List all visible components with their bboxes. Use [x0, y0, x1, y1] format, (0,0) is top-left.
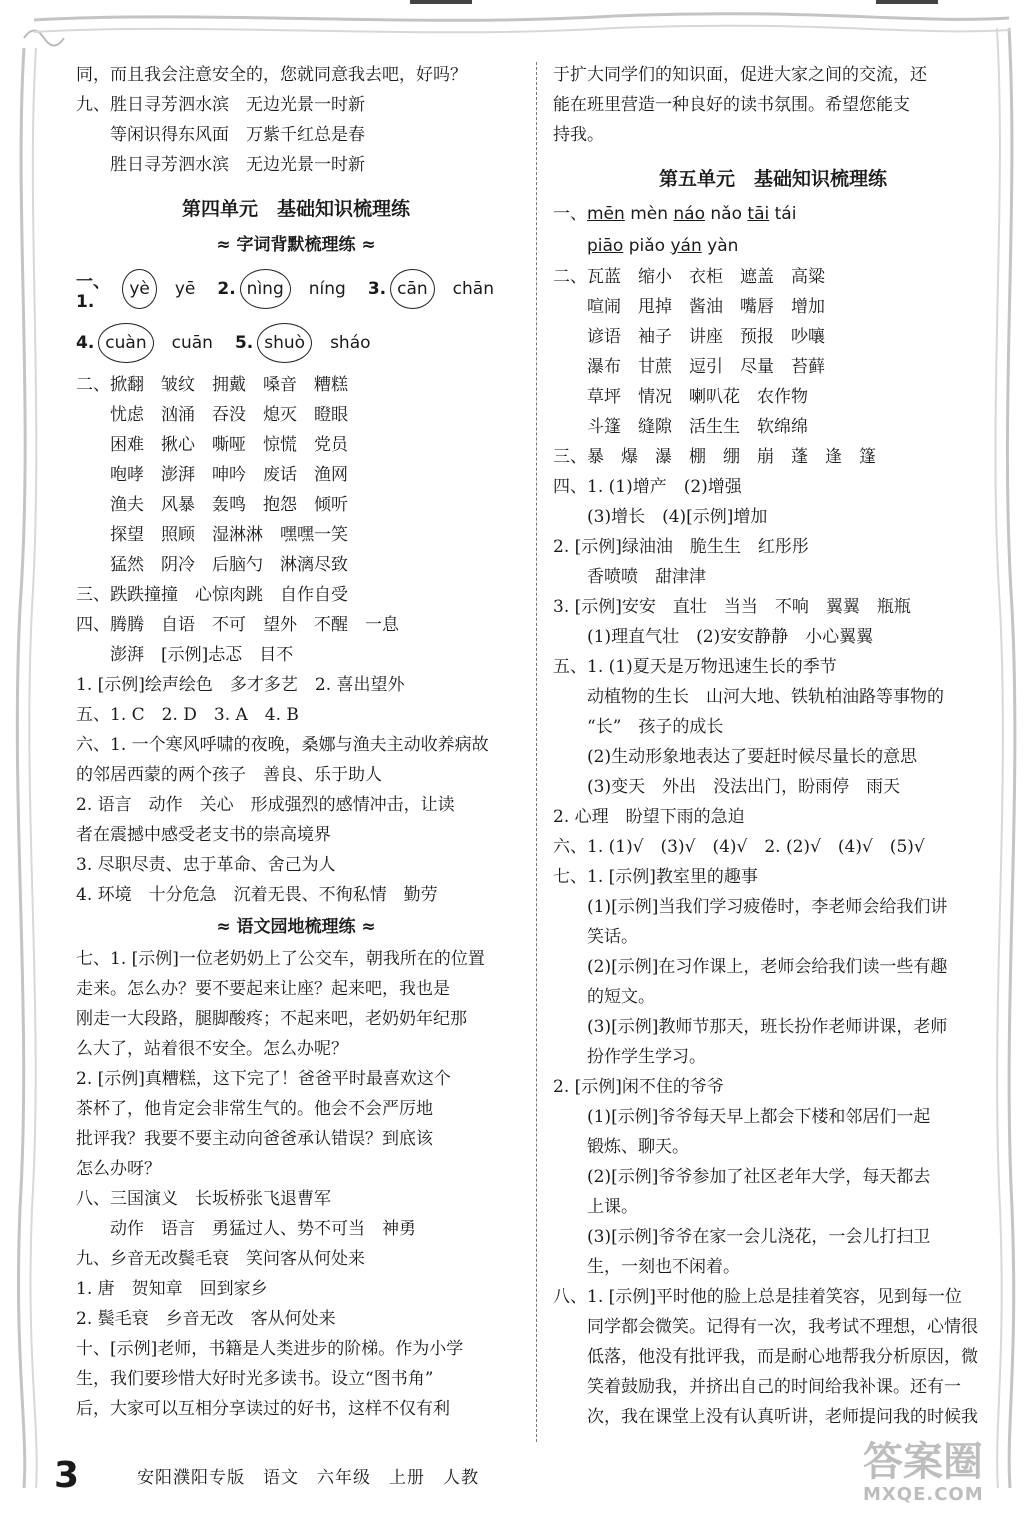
- left-column: [76, 60, 516, 1424]
- answer-line: 草坪 情况 喇叭花 农作物: [553, 387, 808, 407]
- right-top-block: [553, 60, 993, 150]
- answer-line: 二、瓦蓝 缩小 衣柜 遮盖 高粱: [553, 267, 825, 287]
- answer-line: (3)[示例]教师节那天，班长扮作老师讲课，老师: [553, 1017, 948, 1037]
- answer-line: 扮作学生学习。: [553, 1047, 706, 1067]
- answer-line: 次，我在课堂上没有认真听讲，老师提问我的时候我: [553, 1407, 978, 1427]
- answer-line: 2. 语言 动作 关心 形成强烈的感情冲击，让读: [76, 795, 455, 815]
- answer-line: 持我。: [553, 125, 604, 145]
- answer-line: 低落，他没有批评我，而是耐心地帮我分析原因，微: [553, 1347, 978, 1367]
- answer-line: 能在班里营造一种良好的读书氛围。希望您能支: [553, 95, 910, 115]
- answer-line: 六、1. (1)√ (3)√ (4)√ 2. (2)√ (4)√ (5)√: [553, 837, 925, 857]
- circled-answer: cuàn: [98, 323, 153, 363]
- answer-line: 四、1. (1)增产 (2)增强: [553, 477, 742, 497]
- answer-line: (3)增长 (4)[示例]增加: [553, 507, 768, 527]
- circled-answer: cān: [390, 269, 435, 309]
- pinyin-line-2: [553, 230, 993, 262]
- answer-line: “长” 孩子的成长: [553, 717, 724, 737]
- pinyin-line-1: [553, 198, 993, 230]
- circled-answer: nìng: [240, 269, 291, 309]
- pinyin-row-2: [76, 316, 516, 370]
- answer-line: 等闲识得东风面 万紫千红总是春: [76, 125, 365, 145]
- item-number: 5.: [234, 333, 254, 353]
- answer-line: 五、1. (1)夏天是万物迅速生长的季节: [553, 657, 837, 677]
- unit4-title: 第四单元 基础知识梳理练: [181, 198, 410, 220]
- answer-line: 困难 揪心 嘶哑 惊慌 党员: [76, 435, 348, 455]
- item-number: 一、: [553, 204, 587, 224]
- answer-line: 澎湃 [示例]忐忑 目不: [76, 645, 294, 665]
- answer-line: 2. 心理 盼望下雨的急迫: [553, 807, 745, 827]
- answer-line: 锻炼、聊天。: [553, 1137, 689, 1157]
- footer-edition: 安阳濮阳专版 语文 六年级 上册 人教: [137, 1467, 480, 1488]
- left-bottom-block: [76, 944, 516, 1424]
- answer-line: 笑着鼓励我，并挤出自己的时间给我补课。还有一: [553, 1377, 961, 1397]
- circled-answer: shuò: [257, 323, 312, 363]
- answer-line: (2)生动形象地表达了要赶时候尽量长的意思: [553, 747, 918, 767]
- page-footer: [54, 1452, 744, 1498]
- answer-line: 瀑布 甘蔗 逗引 尽量 苔藓: [553, 357, 825, 377]
- pinyin-option: sháo: [330, 333, 371, 353]
- left-mid-block: [76, 370, 516, 910]
- pinyin-option: nǎo: [705, 204, 748, 224]
- underlined-answer: yán: [670, 236, 702, 256]
- answer-line: 六、1. 一个寒风呼啸的夜晚，桑娜与渔夫主动收养病故: [76, 735, 489, 755]
- pinyin-option: piǎo: [623, 236, 671, 256]
- pinyin-option: cuān: [171, 333, 213, 353]
- watermark-url: MXQE.COM: [863, 1484, 984, 1505]
- answer-line: 2. 鬓毛衰 乡音无改 客从何处来: [76, 1309, 336, 1329]
- answer-line: (1)理直气壮 (2)安安静静 小心翼翼: [553, 627, 874, 647]
- top-mark-right: [876, 0, 938, 4]
- answer-line: 十、[示例]老师，书籍是人类进步的阶梯。作为小学: [76, 1339, 464, 1359]
- pinyin-option: chān: [452, 279, 494, 299]
- underlined-answer: piāo: [587, 236, 624, 256]
- answer-line: 走来。怎么办？要不要起来让座？起来吧，我也是: [76, 979, 450, 999]
- answer-line: 动植物的生长 山河大地、铁轨柏油路等事物的: [553, 687, 944, 707]
- answer-line: 的邻居西蒙的两个孩子 善良、乐于助人: [76, 765, 382, 785]
- answer-line: 咆哮 澎湃 呻吟 废话 渔网: [76, 465, 348, 485]
- answer-line: (1)[示例]爷爷每天早上都会下楼和邻居们一起: [553, 1107, 931, 1127]
- answer-line: 香喷喷 甜津津: [553, 567, 706, 587]
- answer-line: 刚走一大段路，腿脚酸疼；不起来吧，老奶奶年纪那: [76, 1009, 467, 1029]
- answer-line: 猛然 阴冷 后脑勺 淋漓尽致: [76, 555, 348, 575]
- pinyin-option: yàn: [701, 236, 739, 256]
- answer-line: 谚语 袖子 讲座 预报 吵嚷: [553, 327, 825, 347]
- right-main-block: [553, 262, 993, 1432]
- answer-line: (3)[示例]爷爷在家一会儿浇花，一会儿打扫卫: [553, 1227, 931, 1247]
- item-number: 3.: [367, 279, 387, 299]
- page-number: 3: [54, 1454, 80, 1496]
- answer-line: 七、1. [示例]一位老奶奶上了公交车，朝我所在的位置: [76, 949, 485, 969]
- answer-line: 渔夫 风暴 轰鸣 抱怨 倾听: [76, 495, 348, 515]
- pinyin-option: níng: [308, 279, 346, 299]
- answer-line: (3)变天 外出 没法出门，盼雨停 雨天: [553, 777, 901, 797]
- answer-line: 斗篷 缝隙 活生生 软绵绵: [553, 417, 808, 437]
- answer-line: 怎么办呀？: [76, 1159, 161, 1179]
- answer-line: 三、暴 爆 瀑 棚 绷 崩 蓬 逢 篷: [553, 447, 876, 467]
- answer-line: 七、1. [示例]教室里的趣事: [553, 867, 758, 887]
- right-column: [553, 60, 993, 1432]
- answer-line: 三、跌跌撞撞 心惊肉跳 自作自受: [76, 585, 348, 605]
- underlined-answer: tāi: [747, 204, 770, 224]
- answer-line: 八、三国演义 长坂桥张飞退曹军: [76, 1189, 331, 1209]
- answer-line: 四、腾腾 自语 不可 望外 不醒 一息: [76, 615, 399, 635]
- answer-line: 九、胜日寻芳泗水滨 无边光景一时新: [76, 95, 365, 115]
- underlined-answer: mēn: [587, 204, 625, 224]
- answer-line: 二、掀翻 皱纹 拥戴 嗓音 糟糕: [76, 375, 348, 395]
- answer-line: 生，一刻也不闲着。: [553, 1257, 740, 1277]
- answer-line: 九、乡音无改鬓毛衰 笑问客从何处来: [76, 1249, 365, 1269]
- answer-line: 4. 环境 十分危急 沉着无畏、不徇私情 勤劳: [76, 885, 438, 905]
- watermark-logo: [863, 1440, 1013, 1520]
- pinyin-option: tái: [769, 204, 797, 224]
- answer-line: 同学都会微笑。记得有一次，我考试不理想，心情很: [553, 1317, 978, 1337]
- answer-line: 动作 语言 勇猛过人、势不可当 神勇: [76, 1219, 416, 1239]
- underlined-answer: náo: [673, 204, 705, 224]
- answer-line: 的短文。: [553, 987, 655, 1007]
- item-number: 2.: [217, 279, 236, 299]
- answer-line: (1)[示例]当我们学习疲倦时，李老师会给我们讲: [553, 897, 948, 917]
- answer-line: 3. 尽职尽责、忠于革命、舍己为人: [76, 855, 336, 875]
- answer-line: 笑话。: [553, 927, 638, 947]
- answer-line: 3. [示例]安安 直壮 当当 不响 翼翼 瓶瓶: [553, 597, 911, 617]
- answer-line: 么大了，站着很不安全。怎么办呢？: [76, 1039, 348, 1059]
- item-number: 一、1.: [76, 271, 110, 312]
- answer-line: 2. [示例]真糟糕，这下完了！爸爸平时最喜欢这个: [76, 1069, 451, 1089]
- answer-line: 五、1. C 2. D 3. A 4. B: [76, 705, 299, 725]
- answer-line: 忧虑 汹涌 吞没 熄灭 瞪眼: [76, 405, 348, 425]
- pinyin-option: mèn: [624, 204, 674, 224]
- left-top-block: [76, 60, 516, 180]
- answer-line: 1. [示例]绘声绘色 多才多艺 2. 喜出望外: [76, 675, 405, 695]
- answer-line: 茶杯了，他肯定会非常生气的。他会不会严厉地: [76, 1099, 433, 1119]
- column-divider: [536, 62, 538, 1442]
- top-mark-left: [410, 0, 472, 4]
- answer-line: 2. [示例]绿油油 脆生生 红彤彤: [553, 537, 809, 557]
- indent: [553, 236, 587, 256]
- vocab-subtitle: ≈ 字词背默梳理练 ≈: [216, 235, 376, 255]
- answer-line: 1. 唐 贺知章 回到家乡: [76, 1279, 268, 1299]
- answer-line: 上课。: [553, 1197, 638, 1217]
- garden-subtitle: ≈ 语文园地梳理练 ≈: [216, 917, 376, 937]
- answer-line: 同，而且我会注意安全的，您就同意我去吧，好吗？: [76, 65, 467, 85]
- answer-line: 后，大家可以互相分享读过的好书，这样不仅有利: [76, 1399, 450, 1419]
- answer-line: (2)[示例]在习作课上，老师会给我们读一些有趣: [553, 957, 948, 977]
- unit5-title: 第五单元 基础知识梳理练: [658, 168, 887, 190]
- circled-answer: yè: [122, 269, 157, 309]
- answer-line: 生，我们要珍惜大好时光多读书。设立“图书角”: [76, 1369, 434, 1389]
- answer-line: 批评我？我要不要主动向爸爸承认错误？到底该: [76, 1129, 433, 1149]
- answer-line: (2)[示例]爷爷参加了社区老年大学，每天都去: [553, 1167, 931, 1187]
- answer-line: 八、1. [示例]平时他的脸上总是挂着笑容，见到每一位: [553, 1287, 962, 1307]
- pinyin-row-1: [76, 262, 516, 316]
- item-number: 4.: [76, 333, 95, 353]
- answer-line: 于扩大同学们的知识面，促进大家之间的交流，还: [553, 65, 927, 85]
- answer-line: 胜日寻芳泗水滨 无边光景一时新: [76, 155, 365, 175]
- answer-line: 喧闹 甩掉 酱油 嘴唇 增加: [553, 297, 825, 317]
- watermark-text: 答案圈: [863, 1439, 983, 1485]
- answer-line: 探望 照顾 湿淋淋 嘿嘿一笑: [76, 525, 348, 545]
- answer-line: 者在震撼中感受老支书的崇高境界: [76, 825, 331, 845]
- pinyin-option: yē: [174, 279, 196, 299]
- answer-line: 2. [示例]闲不住的爷爷: [553, 1077, 724, 1097]
